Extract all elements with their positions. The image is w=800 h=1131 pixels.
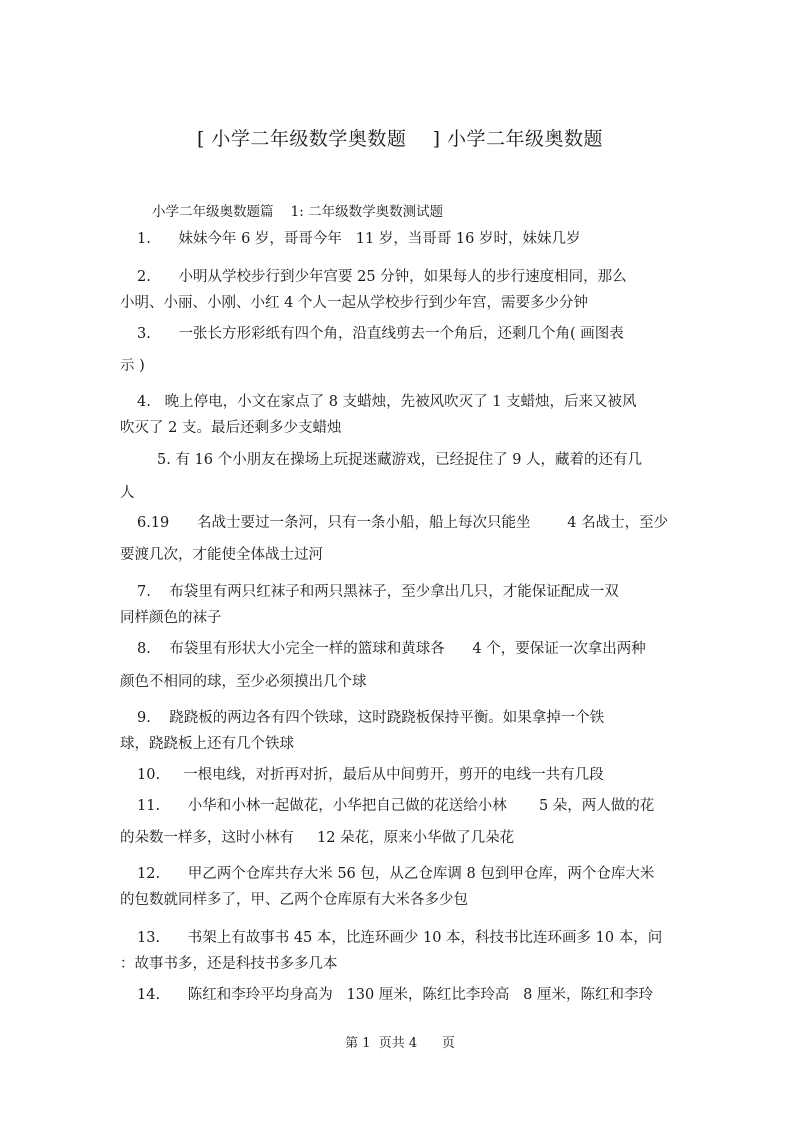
- text-line: 9. 跷跷板的两边各有四个铁球，这时跷跷板保持平衡。如果拿掉一个铁: [137, 710, 605, 726]
- text-line: 13. 书架上有故事书 45 本，比连环画少 10 本，科技书比连环画多 10 本，问: [137, 930, 663, 946]
- text-line: 的朵数一样多，这时小林有 12 朵花，原来小华做了几朵花: [120, 830, 515, 846]
- text-line: 球，跷跷板上还有几个铁球: [120, 736, 294, 752]
- page-title: [ 小学二年级数学奥数题 ] 小学二年级奥数题: [196, 128, 604, 150]
- text-line: 4. 晚上停电，小文在家点了 8 支蜡烛，先被风吹灭了 1 支蜡烛，后来又被风: [137, 394, 637, 410]
- text-line: 同样颜色的袜子: [120, 610, 222, 626]
- text-line: 12. 甲乙两个仓库共存大米 56 包，从乙仓库调 8 包到甲仓库，两个仓库大米: [137, 866, 655, 882]
- text-line: 小明、小丽、小刚、小红 4 个人一起从学校步行到少年宫，需要多少分钟: [120, 295, 588, 311]
- text-line: 10. 一根电线，对折再对折，最后从中间剪开，剪开的电线一共有几段: [137, 767, 604, 783]
- text-line: ：故事书多，还是科技书多多几本: [120, 956, 338, 972]
- text-line: 吹灭了 2 支。最后还剩多少支蜡烛: [120, 420, 342, 436]
- page-footer: 第 1 页共 4 页: [345, 1036, 455, 1051]
- text-line: 6.19 名战士要过一条河，只有一条小船，船上每次只能坐 4 名战士，至少: [137, 515, 669, 531]
- text-line: 颜色不相同的球，至少必须摸出几个球: [120, 674, 367, 690]
- text-line: 11. 小华和小林一起做花，小华把自己做的花送给小林 5 朵，两人做的花: [137, 798, 655, 814]
- text-line: 人: [120, 485, 135, 501]
- text-line: 1. 妹妹今年 6 岁，哥哥今年 11 岁，当哥哥 16 岁时，妹妹几岁: [137, 231, 581, 247]
- text-line: 要渡几次，才能使全体战士过河: [120, 547, 323, 563]
- text-line: 3. 一张长方形彩纸有四个角，沿直线剪去一个角后，还剩几个角( 画图表: [137, 326, 624, 342]
- subtitle: 小学二年级奥数题篇 1: 二年级数学奥数测试题: [152, 204, 444, 220]
- text-line: 5. 有 16 个小朋友在操场上玩捉迷藏游戏，已经捉住了 9 人，藏着的还有几: [157, 452, 643, 468]
- text-line: 8. 布袋里有形状大小完全一样的篮球和黄球各 4 个，要保证一次拿出两种: [137, 641, 646, 657]
- text-line: 2. 小明从学校步行到少年宫要 25 分钟，如果每人的步行速度相同，那么: [137, 269, 627, 285]
- text-line: 14. 陈红和李玲平均身高为 130 厘米，陈红比李玲高 8 厘米，陈红和李玲: [137, 987, 653, 1003]
- text-line: 示 ): [120, 358, 145, 374]
- text-line: 的包数就同样多了，甲、乙两个仓库原有大米各多少包: [120, 892, 468, 908]
- text-line: 7. 布袋里有两只红袜子和两只黑袜子，至少拿出几只，才能保证配成一双: [137, 584, 619, 600]
